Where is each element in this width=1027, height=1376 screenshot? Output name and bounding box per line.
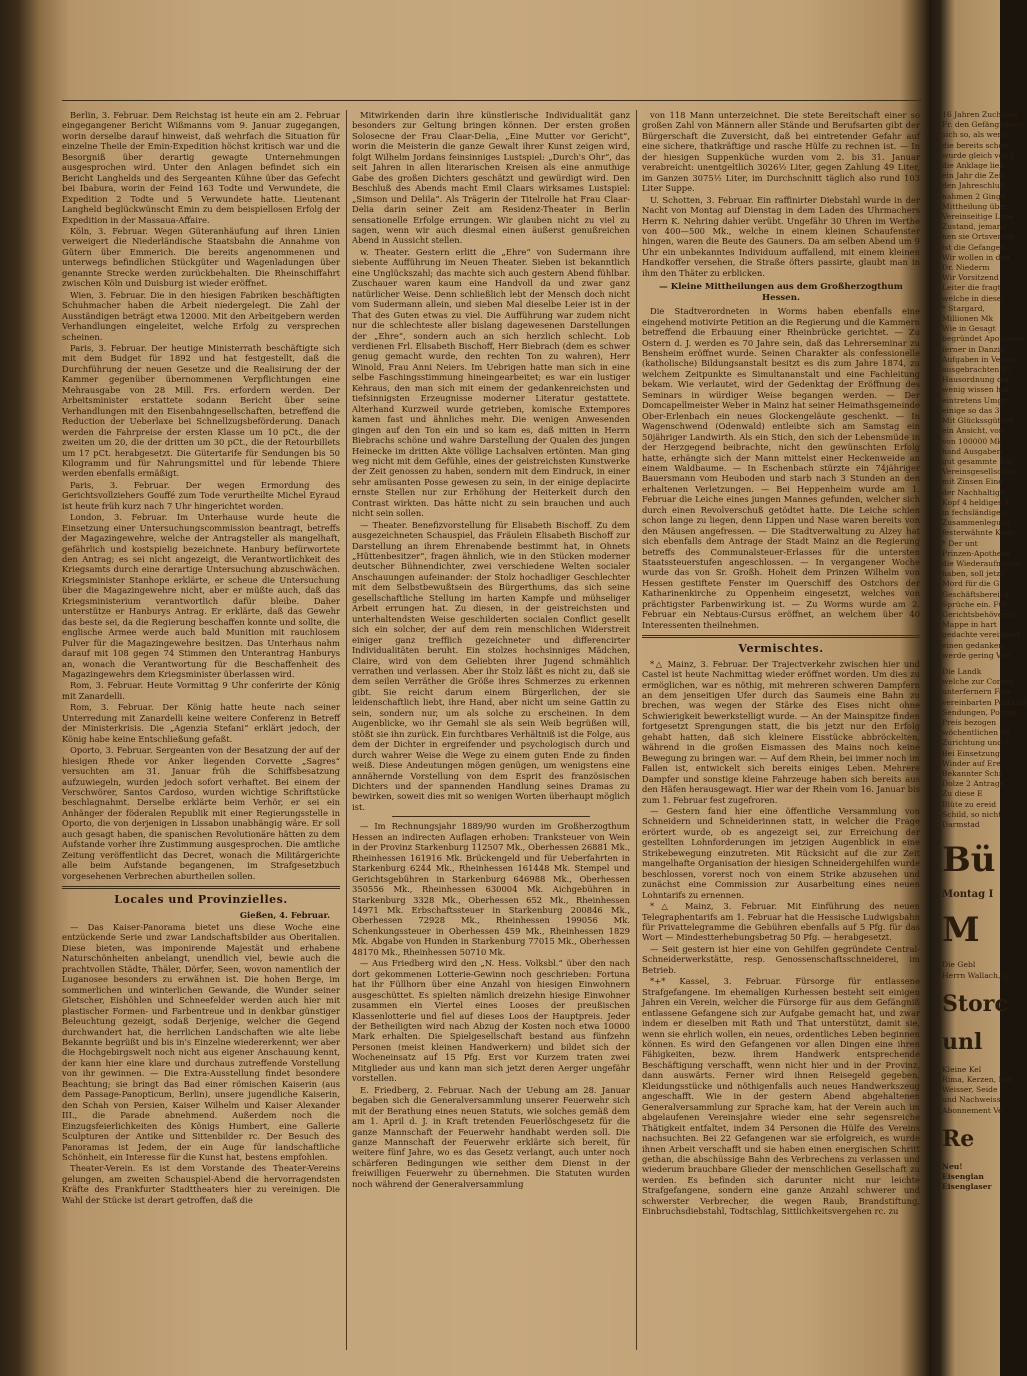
adjacent-ad-montag: Montag I xyxy=(942,889,994,901)
adjacent-page-line: hand Ausgaben xyxy=(942,446,1002,456)
article-koeln: Köln, 3. Februar. Wegen Güteranhäufung auf ihren Linien verweigert die Niederländische Staatsbahn die Annahme von Gütern über Emmerich. Die bereits angenommenen und unterwegs befindlichen Stückgüter und Wagenladungen über genannte Strecke werden zurückbehalten. Die Rheinschiffahrt zwischen Köln und Duisburg ist wieder eröffnet. xyxy=(62,225,340,289)
adjacent-page-strip xyxy=(942,110,1027,1360)
adjacent-page-line: Prinzen-Apotheke xyxy=(942,548,1011,558)
adjacent-page-line: Zusammenlegung xyxy=(942,518,1011,528)
adjacent-ad-unl: unl xyxy=(942,1028,983,1055)
top-rule xyxy=(62,100,922,101)
section-separator xyxy=(62,886,340,889)
article-london: London, 3. Februar. Im Unterhause wurde heute die Einsetzung einer Untersuchungscommission beantragt, betreffs der Magazingewehre, welche der Antragsteller als mangelhaft, gefährlich und kostspielig bezeichnete. Hanbury befürwortete den Antrag; es sei nicht angezeigt, die Verantwortlichkeit des Kriegsamts durch eine derartige Untersuchung abzuschwächen. Kriegsminister Stanhope erklärte, er scheue die Untersuchung über die Magazingewehre nicht, aber er müßte auch, daß das Kriegsministerium verantwortlich dafür bleibe. Daher unterstütze er Hanburys Antrag. Er erklärte, daß das Gewehr das beste sei, da die Regierung beschaffen konnte und sollte, die englische Armee werde auch bald Munition mit rauchlosem Pulver für die Magazingewehre besitzen. Das Unterhaus nahm darauf mit 108 gegen 74 Stimmen den Unterantrag Hanburys an, wonach die Verantwortung für die Beschaffenheit des Magazingewehrs dem Kriegsminister überlassen wird. xyxy=(62,512,340,680)
adjacent-page-line: mit Zinsen Eine xyxy=(942,477,1003,487)
adjacent-page-line: Mappe in hart xyxy=(942,620,997,630)
adjacent-page-line: sich so, als wenn xyxy=(942,130,1008,140)
adjacent-page-line: Geschäftsbereich xyxy=(942,589,1009,599)
adjacent-ad-re: Re xyxy=(942,1125,975,1152)
adjacent-page-line: Wir Vorsitzend xyxy=(942,273,999,283)
adjacent-ad-storc: Storc xyxy=(942,990,1008,1017)
article-theater-continued: Mitwirkenden darin ihre künstlerische Individualität ganz besonders zur Geltung bringen können. Der ersten großen Solosecne der Frau Claar-Delia, „Eine Mutter vor Gericht“, worin die Meisterin die ganze Gewalt ihrer Kunst zeigen wird, folgt Wilhelm Jordans feinsinniges Lustspiel: „Durch's Ohr“, das seit Jahren in allen literarischen Kreisen als eine anmuthige Gabe des großen Dichters geschätzt und gewürdigt wird. Den Beschluß des Abends macht Emil Claars wirksames Lustspiel: „Simson und Delila“. Als Trägerin der Titelrolle hat Frau Claar-Delia darin seiner Zeit am Residenz-Theater in Berlin sensationelle Erfolge errungen. Wir glauben nicht zu viel zu sagen, wenn wir auch diesmal einen äußerst genußreichen Abend in Aussicht stellen. xyxy=(352,110,630,246)
adjacent-ad-line: Eisenglaser xyxy=(942,1182,992,1192)
adjacent-page-line: Fr. den Gefängnissen xyxy=(942,120,1024,130)
column-3 xyxy=(642,110,920,1350)
adjacent-page-line: festerwähnte Konz xyxy=(942,528,1015,538)
adjacent-notice-line: Blüte zu ereid xyxy=(942,799,997,809)
adjacent-page-line: haben, soll jetzt xyxy=(942,569,1004,579)
adjacent-notice-line: Zu diese E xyxy=(942,789,983,799)
column-2 xyxy=(352,110,630,1350)
article-friedberg-feuerwehr: E. Friedberg, 2. Februar. Nach der Uebung am 28. Januar begaben sich die Generalversammlung unserer Feuerwehr sich mit der Berathung eines neuen Statuts, wie solches gemäß dem am 1. April d. J. in Kraft tretenden Feuerlöschgesetz für die ganze Mannschaft der Feuerwehr handhabt werden soll. Die ganze Mannschaft der Feuerwehr erklärte sich bereit, für weitere fünf Jahre, wo es das Gesetz verlangt, auch unter noch schärferen Bedingungen wie seither dem Dienst in der freiwilligen Feuerwehr zu übernehmen. Die Statuten wurden noch während der Generalversammlung xyxy=(352,1084,630,1189)
section-heading-locales: Locales und Provinzielles. xyxy=(114,893,288,907)
adjacent-ad-line: Eisenglan xyxy=(942,1172,984,1182)
article-rom-1: Rom, 3. Februar. Heute Vormittag 9 Uhr conferirte der König mit Zanardelli. xyxy=(62,680,340,701)
column-divider-2 xyxy=(636,110,637,1350)
dateline-giessen: Gießen, 4. Februar. xyxy=(239,909,330,920)
adjacent-ad-small-3 xyxy=(942,1064,1013,1116)
adjacent-notice-line: welche zur Contra xyxy=(942,677,1013,687)
adjacent-page-line: in fechsländigen xyxy=(942,507,1006,517)
adjacent-page-line: die bereits schon xyxy=(942,140,1008,150)
adjacent-notice-line: Bei Einsetzung xyxy=(942,748,1000,758)
adjacent-page-line: wurde gleich von J xyxy=(942,150,1014,160)
article-rom-2: Rom, 3. Februar. Der König hatte heute nach seiner Unterredung mit Zanardelli keine weitere Conferenz in Betreff der Ministerkrisis. Die „Agenzia Stefani“ erklärt jedoch, der König habe keine Entschließung gefaßt. xyxy=(62,702,340,744)
article-mainz-telegraph: *△ Mainz, 3. Februar. Mit Einführung des neuen Telegraphentarifs am 1. Februar hat die Hessische Ludwigsbahn für Privattelegramme die Gebühren ebenfalls auf 5 Pfg. für das Wort — Mindestterhebungsbetrag 50 Pfg. — herabgesetzt. xyxy=(642,901,920,943)
adjacent-page-line: * Stargard, xyxy=(942,303,985,313)
section-separator-2 xyxy=(642,635,920,638)
article-berlin: Berlin, 3. Februar. Dem Reichstag ist heute ein am 2. Februar eingegangener Bericht Wißmanns vom 9. Januar zugegangen, worin derselbe darauf hinweist, daß wehrfach die Situation für einzelne Theile der Emin-Expedition höchst kritisch war und die Besorgniß über derartig gewagte Unternehmungen ausgesprochen wird. Unter den Anlagen befindet sich ein Bericht Langhelds und des Sergeanten Kühne über das Gefecht bei Ibabura, worin der Feind 163 Todte und Verwundete, die Expedition 2 Todte und 5 Verwundete hatte. Lieutenant Langheld beglückwünscht Emin zu dem beispiellosen Erfolg der Expedition in der Massaua-Affaire. xyxy=(62,110,340,225)
adjacent-notice-line: wöchentlichen Ve xyxy=(942,728,1010,738)
adjacent-page-line: begründet Apotheker xyxy=(942,334,1025,344)
article-mainz-schneider: — Gestern fand hier eine öffentliche Versammlung von Schneidern und Schneiderinnen statt, in welcher die Frage erörtert wurde, ob es angezeigt sei, zur Erreichung der gestellten Lohnforderungen im jetzigen Augenblick in eine Strikebewegung einzutreten. Mit Rücksicht auf die zur Zeit mangelhafte Organisation der hiesigen Schneidergehilfen wurde beschlossen, vorerst noch von einem Strike abzusehen und zunächst eine Commission zur Ausarbeitung eines neuen Lohntarifs zu ernennen. xyxy=(642,806,920,900)
adjacent-page-line: ausgebrachten Pf xyxy=(942,365,1010,375)
adjacent-page-line: Dr. Niederm xyxy=(942,263,990,273)
adjacent-ad-big-1: Bü xyxy=(942,840,996,881)
adjacent-page-line: 16 Jahren Zuchthau xyxy=(942,110,1019,119)
newspaper-page xyxy=(62,96,922,1356)
adjacent-page-line: werde gering Verl xyxy=(942,650,1012,660)
article-paris-budget: Paris, 3. Februar. Der heutige Ministerrath beschäftigte sich mit dem Budget für 1892 und hat festgestellt, daß die Durchführung der neuen Gesetze und die Realisirung der der Kammer gegenüber übernommenen Verpflichtungen eine Mehrausgabe von 28 Mill. Frs. erfordern werden. Der Arbeitsminister erstattete sodann Bericht über seine Verhandlungen mit den Eisenbahngesellschaften, betreffend die Reduction der Ueberlaxe bei Schnellzugsbeförderung. Danach werden die Fahrpreise der ersten Klasse um 10 pCt., die der zweiten um 20, die der dritten um 30 pCt., die der Retourbillets um 17 pCt. herabgesetzt. Die Gütertarife für Sendungen bis 50 Kilogramm und für Nahrungsmittel und für lebende Thiere werden ebenfalls ermäßigt. xyxy=(62,342,340,479)
adjacent-notice-line: Bekannter Schr xyxy=(942,769,1003,778)
adjacent-page-line: eintretens Umge xyxy=(942,395,1007,405)
adjacent-ad-line: Rima, Kerzen, Höl xyxy=(942,1075,1013,1085)
adjacent-page-line: nahmen 2 Ginge xyxy=(942,191,1006,201)
adjacent-ad-line: Neu! xyxy=(942,1161,963,1171)
article-wien: Wien, 3. Februar. Die in den hiesigen Fabriken beschäftigten Schuhmacher haben die Arbeit niedergelegt. Die Zahl der Ausständigen beträgt etwa 12000. Mit den Arbeitgebern werden Verhandlungen eingeleitet, welche Erfolg zu versprechen scheinen. xyxy=(62,289,340,342)
article-rechnungsjahr: — Im Rechnungsjahr 1889/90 wurden im Großherzogthum Hessen an indirecten Auflagen erhoben: Tranksteuer von Wein in der Provinz Starkenburg 112507 Mk., Oberhessen 26881 Mk., Rheinhessen 161916 Mk. Brückengeld und für Ueberfahrten in Starkenburg 6244 Mk., Rheinhessen 161448 Mk. Stempel und Gerichtsgebühren in Starkenburg 646988 Mk., Oberhessen 350556 Mk., Rheinhessen 630004 Mk. Aichgebühren in Starkenburg 3328 Mk., Oberhessen 652 Mk., Rheinhessen 14971 Mk. Erbschaftssteuer in Starkenburg 200846 Mk., Oberhessen 72928 Mk., Rheinhessen 199056 Mk. Schenkungssteuer in Oberhessen 459 Mk., Rheinhessen 1829 Mk. Abgabe von Hunden in Starkenburg 77015 Mk., Oberhessen 48170 Mk., Rheinhessen 50710 Mk. xyxy=(352,821,630,957)
article-kassel: *+* Kassel, 3. Februar. Fürsorge für entlassene Strafgefangene. Im ehemaligen Kurhessen besteht seit einigen Jahren ein Verein, welcher die Fürsorge für aus dem Gefängniß entlassene Gefangene sich zur Aufgabe gemacht hat, und zwar indem er dieselben mit Rath und That unterstützt, damit sie, wenn sie ehrlich wollen, ein neues, ordentliches Leben beginnen können. Es wird den Gefangenen vor allen Dingen eine ihren Fähigkeiten, bezw. ihrem Handwerk entsprechende Beschäftigung verschafft, wenn nicht hier und in der Provinz, dann auswärts. Ferner wird ihnen Reisegeld gegeben, Kleidungsstücke und nöthigenfalls auch neues Handwerkszeug angeschafft. Wie in der gestern Abend abgehaltenen Generalversammlung zur Sprache kam, hat der Verein auch im abgelaufenen Vereinsjahre wieder eine sehr segensreiche Thätigkeit entfaltet, indem 34 Personen die Hülfe des Vereins nachsuchten. Bei 22 Gefangenen war sie erfolgreich, es wurde ihnen Arbeit verschafft und sie haben einen energischen Schritt gethan, die abschüssige Bahn des Verbrechens zu verlassen und wiederum brauchbare Glieder der menschlichen Gesellschaft zu werden. Es befinden sich darunter nicht nur leichte Strafgefangene, sondern eine ganze Anzahl schwerer und schwerster Verbrecher, die wegen Raub, Brandstiftung, Einbruchsdiebstahl, Todtschlag, Sittlichkeitsvergehen rc. zu xyxy=(642,976,920,1217)
adjacent-notice-line: unterfernern Fass xyxy=(942,687,1012,697)
article-paris-eyraud: Paris, 3. Februar. Der wegen Ermordung des Gerichtsvollziehers Gouffé zum Tode verurtheilte Michel Eyraud ist heute früh kurz nach 7 Uhr hingerichtet worden. xyxy=(62,479,340,511)
adjacent-page-line: die Wiederaufnahme xyxy=(942,558,1023,568)
adjacent-page-line: ein Jahr die Zeit xyxy=(942,171,1005,181)
adjacent-page-line: ein Ansicht, von xyxy=(942,426,1004,436)
adjacent-page-line: Aufgaben in Verein xyxy=(942,354,1016,364)
adjacent-page-line: Kopf 4 heldiges A xyxy=(942,497,1010,507)
adjacent-page-line: Vereinseitige Lage xyxy=(942,212,1014,222)
adjacent-ad-line: Die Gebl xyxy=(942,960,976,970)
adjacent-page-line: ist die Gefangen xyxy=(942,242,1006,252)
adjacent-page-line: gut gesammte Kap xyxy=(942,456,1015,466)
adjacent-page-line: welche in diese xyxy=(942,293,1002,303)
adjacent-notice-line: Zurichtung und v xyxy=(942,738,1009,748)
adjacent-notice-line: Schild, so nicht xyxy=(942,809,1002,819)
adjacent-page-lines xyxy=(942,110,1025,661)
adjacent-notice-line: Dolze 2 Antrags xyxy=(942,779,1004,789)
adjacent-page-line: Zustand, jemand xyxy=(942,222,1007,232)
adjacent-page-line: wenig wissen hat xyxy=(942,385,1009,395)
adjacent-page-line: die Anklage ließ xyxy=(942,161,1005,171)
adjacent-page-line: Wie in Gesagt xyxy=(942,324,996,334)
column-1 xyxy=(62,110,340,1350)
adjacent-page-line: Leiter die fragt xyxy=(942,283,1001,293)
adjacent-ad-line: Abonnement Ve xyxy=(942,1105,1003,1115)
article-oporto: Oporto, 3. Februar. Sergeanten von der Besatzung der auf der hiesigen Rhede vor Anker liegenden Corvette „Sagres“ versuchten am 31. Januar früh die Schiffsbesatzung aufzuwiegeln, wurden jedoch sofort verhaftet. Bei einem der Verschwörer, Santos Cardoso, wurden wichtige Schriftstücke beschlagnahmt. Derselbe erklärte beim Verhör, er sei ein Anhänger der föderalen Republik mit einer Regierungsstelle in Oporto, die von derjenigen in Lissabon unabhängig wäre. Er soll auch gesagt haben, die spanischen Revolutionäre hätten zu dem Aufstande vorher ihre Zustimmung ausgesprochen. Die amtliche Zeitung veröffentlicht das Decret, wonach die Militärgerichte alle beim Aufstande begangenen, im Strafgesetzbuch vorgesehenen Verbrechen aburtheilen sollen. xyxy=(62,745,340,881)
adjacent-page-line: Millionen Mk xyxy=(942,314,994,324)
adjacent-notice-line: Darmstad xyxy=(942,820,980,830)
article-schotten: U. Schotten, 3. Februar. Ein raffinirter Diebstahl wurde in der Nacht von Montag auf Dienstag in dem Laden des Uhrmachers Herrn K. Nehring dahier verübt. Ungefähr 30 Uhren im Werthe von 400—500 Mk., welche in einem kleinen Schaufenster hingen, waren die Beute des Gauners. Da am selben Abend um 9 Uhr ein unbekanntes Individuum auffallend, mit einem kleinen Handkoffer versehen, die Straße öfters passirte, glaubt man in ihm den Thäter zu erblicken. xyxy=(642,194,920,278)
adjacent-notice-line: Preis bezogen xyxy=(942,717,997,727)
adjacent-page-line: nen sie Ortsverein xyxy=(942,232,1013,242)
adjacent-page-line: * Der unt xyxy=(942,538,978,548)
article-friedberg-lotterie: — Aus Friedberg wird den „N. Hess. Volksbl.“ über den nach dort gekommenen Lotterie-Gewinn noch geschrieben: Fortuna hat ihr Füllhorn über eine Anzahl von hiesigen Einwohnern ausgeschüttet. Es spielten nämlich dreizehn hiesige Einwohner zusammen ein Viertel eines Looses der preußischen Klassenlotterie und fiel auf dieses Loos der Hauptpreis. Jeder der Betheiligten wird nach Abzug der Kosten noch etwa 10000 Mark erhalten. Die Spielgesellschaft bestand aus fünfzehn Personen (meist kleinen Handwerkern) und bildet sich der Wocheneinsatz auf 15 Pfg. Erst vor Kurzem traten zwei Mitglieder aus und kann man sich jetzt deren Aerger ungefähr vorstellen. xyxy=(352,958,630,1084)
adjacent-page-line: Gerichtsbehöverde xyxy=(942,609,1016,619)
article-kaiser-panorama: — Das Kaiser-Panorama bietet uns diese Woche eine entzückende Serie und zwar Landschaftsbilder aus Oberitalien. Diese bieten, was imponirende Majestät und erhabene Naturschönheiten anbelangt, unendlich viel, bewie auch die prachtvollen Städte, Thäler, Dörfer, Seen, wovon namentlich der Luganosee besonders zu erwähnen ist. Die hohen Berge, im sommerlichen und winterlichen Gewande, die Wunder seiner Gletscher, Eishöhlen und Schneefelder werden auch hier mit plastischer Formen- und Farbentreue und in denkbar günstiger Beleuchtung gezeigt, sodaß Derjenige, welcher die Gegend durchwandert hat, die herrlichen Landschaften wie alte liebe Bekannte begrüßt und bis in's Einzelne wiedererkennt; wer aber die Hochgebirgswelt noch nicht aus eigener Anschauung kennt, der kann hier eine klare und durchaus zutreffende Vorstellung von ihr gewinnen. — Die Extra-Ausstellung findet besondere Beachtung; sie bringt das Bad einer römischen Kaiserin (aus dem Passage-Panopticum, Berlin), unsere jugendliche Kaiserin, den Schah von Persien, Kaiser Wilhelm und Kaiser Alexander III., die Parade abnehmend. Außerdem noch die Einzugsfeierlichkeiten des Königs Humbert, eine Gallerie Sculpturen der Antike und Sittenbilder rc. Der Besuch des Panoramas ist Jedem, der ein Auge für landschaftliche Schönheit, ein Interesse für die Kunst hat, bestens empfohlen. xyxy=(62,921,340,1162)
adjacent-page-line: Mittheilung über xyxy=(942,201,1008,211)
adjacent-notice-line: vereinbarten Postanst xyxy=(942,697,1027,707)
adjacent-page-line: Mord für die G xyxy=(942,579,1000,589)
adjacent-ad-line: und Nachweiss xyxy=(942,1095,1001,1105)
adjacent-page-line: Sprüche ein. Für xyxy=(942,599,1008,609)
adjacent-page-line: der Nachhaltige xyxy=(942,487,1005,497)
article-theater-verein: Theater-Verein. Es ist dem Vorstande des Theater-Vereins gelungen, am zweiten Schauspiel-Abend die hervorragendsten Kräfte des Frankfurter Stadttheaters hier zu vereinigen. Die Wahl der Stücke ist derart getroffen, daß die xyxy=(62,1163,340,1205)
section-subheading-hessen: — Kleine Mittheilungen aus dem Großherzogthum Hessen. xyxy=(659,282,903,303)
adjacent-page-line: Hausordnung der xyxy=(942,375,1010,385)
adjacent-ad-small-2 xyxy=(942,960,1008,980)
article-kleine-mittheilungen: Die Stadtverordneten in Worms haben ebenfalls eine eingehend motivirte Petition an die Regierung und die Kammern betreffend die Erbauung einer Rheinbrücke gerichtet. — Zu Ostern d. J. werden es 70 Jahre sein, daß das Lehrerseminar zu Bensheim eröffnet wurde. Seinen Charakter als confessionelle (katholische) Bildungsanstalt besitzt es dis zum Jahre 1874, zu welchem Zeitpunkte es Simultananstalt und eine Fachleitung bekam. Wie verlautet, wird der Gedenktag der Eröffnung des Seminars in würdiger Weise begangen werden. — Der Domcapellmeister Weber in Mainz hat seiner Heimathsgemeinde Ober-Erlenbach ein neues Glockengeläute geschenkt. — In Wagenschwend (Odenwald) entleibte sich am Samstag ein 50jähriger Landwirth. Als ein Stich, den sich der Lebensmüde in der Herzgegend beibrachte, nicht den gewünschten Erfolg hatte, erhängte sich der Mann mittelst einer Heckenweide an einem Waldbaume. — In Eschenbach stürzte ein 74jähriger Bauersmann vom Heuboden und starb nach 3 Stunden an den erhaltenen Verletzungen. — Bei Heppenheim wurde am 1. Februar die Leiche eines jungen Mannes gefunden, welcher sich durch einen Revolverschuß getödtet hatte. Die Leiche schien schon lange zu liegen, denn Lippen und Nase waren bereits von den Mäusen angefressen. — Die Stadtverwaltung zu Alzey hat sich ebenfalls dem Antrage der Stadt Mainz an die Regierung betreffs des Communalsteuer-Erlasses für die untersten Staatssteuerstufen angeschlossen. — In vergangener Woche wurde das von Sr. Großh. Hoheit dem Prinzen Wilhelm von Hessen gestiftete Fenster im Querschiff des Ostchors der Katharinenkirche zu Oppenheim eingesetzt, welches von prächtigster Farbenwirkung ist. — Zu Worms wurde am 2. Februar ein Nebtaus-Cursus eröffnet, an welchem über 40 Interessenten theilnehmen. xyxy=(642,306,920,630)
article-mainz-werkstaette: — Seit gestern ist hier eine von Gehilfen gegründete Central-Schneiderwerkstätte, resp. Genossenschaftsschneiderei, im Betrieb. xyxy=(642,943,920,975)
adjacent-ad-big-2: M xyxy=(942,910,980,951)
adjacent-notice-line: Winder auf Ere xyxy=(942,758,1001,768)
article-separator xyxy=(392,816,590,817)
adjacent-page-line: Vereinsgesellschaft xyxy=(942,467,1017,477)
adjacent-notice-line: Sendungen, Postan xyxy=(942,707,1017,717)
adjacent-ad-line: Herrn Wallach, g xyxy=(942,970,1008,980)
adjacent-page-line: Mit Glückssgütern xyxy=(942,416,1014,426)
adjacent-ad-line: Kleine Kel xyxy=(942,1064,982,1074)
article-feuerwehr-continued: von 118 Mann unterzeichnet. Die stete Bereitschaft einer so großen Zahl von Männern aller Stände und Berufsarten gibt der Bürgerschaft die Zuversicht, daß bei eintretender Gefahr auf eine sichere, thatkräftige und rasche Hülfe zu rechnen ist. — In der hiesigen Suppenküche wurden vom 2. bis 31. Januar verabreicht: unentgeltlich 3026½ Liter, gegen Zahlung 49 Liter, im Ganzen 3075½ Liter, im Durchschnitt täglich also rund 103 Liter Suppe. xyxy=(642,110,920,194)
adjacent-page-line: einen gedanken xyxy=(942,640,1004,650)
adjacent-page-line: Wir wollen in den xyxy=(942,252,1010,262)
column-divider-1 xyxy=(346,110,347,1350)
article-theater-ehre: w. Theater. Gestern erlitt die „Ehre“ von Sudermann ihre siebente Aufführung im Neuen Theater. Sieben ist bekanntlich eine Unglückszahl; das machte sich auch gestern Abend fühlbar. Zuschauer waren kaum eine Handvoll da und zwar ganz natürlicher Weise. Denn schließlich lebt der Mensch doch nicht vom Sudermann allein, und sieben Mal dieselbe Leier ist in der That des Guten etwas zu viel. Die Aufführung war zudem nicht nur die schlechteste aller bislang dagewesenen Darstellungen der „Ehre“, sondern auch an sich herzlich schlecht. Lob verdienen Frl. Elisabeth Bischoff, Herr Biebrach (dem es schwer genug gemacht wurde, den rechten Ton zu wahren), Herr Winold, Frau Anni Neiers. Im Uebrigen hatte man sich in eine selbe Faschingsstimmung hineingearbeitet; es war ein lustiger Kehraus, den man sich mit einem der gedankenreichsten und tiefsinnigsten Erzeugnisse moderner Literatur gestattete. Alterhand Kurzweil wurde getrieben, komische Extempores kamen fast und ähnliches mehr. Die wenigen Anwesenden gingen auf den Ton ein und so kam es, daß mitten in Herrn Biebrachs schöne und wahre Darstellung der Qualen des jungen Heinecke im dritten Akte völlige Lachsalven ertönten. Man ging weg nicht mit dem Gefühle, eines der geistreichsten Kunstwerke der Zeit genossen zu haben, sondern mit dem Eindruck, in einer sehr amüsanten Posse gewesen zu sein, in der einige deplacirte ernste Stellen nur zur Erhöhung der Heiterkeit durch den Contrast wirkten. Das hätte nicht zu sein brauchen und auch nicht sein sollen. xyxy=(352,246,630,519)
adjacent-page-line: von 100000 Mk xyxy=(942,436,1002,446)
adjacent-page-line: gedachte vereinbart xyxy=(942,630,1021,640)
section-heading-vermischtes: Vermischtes. xyxy=(738,642,824,656)
article-theater-benefiz: — Theater. Benefizvorstellung für Elisabeth Bischoff. Zu dem ausgezeichneten Schauspiel, das Fräulein Elisabeth Bischoff zur Darstellung an ihrem Ehrenabende bestimmt hat, in Ohnets „Hüttenbesitzer“, fragen ähnlich, wie in den Stücken moderner deutscher Bühnendichter, zwei verschiedene Welten socialer Anschauungen aufeinander: der Stolz hochadliger Geschlechter mit dem Selbstbewußtsein des Bürgerthums, das sich seine gesellschaftliche Stellung im harten Kampfe und mühseliger Arbeit errungen hat. Zu diesen, in der geistreichsten und unterhaltendsten Weise geschilderten socialen Conflict gesellt sich ein solcher, der auf dem rein menschlichen Widerstreit einiger ganz trefflich gezeichneter und differencirter Individualitäten beruht. Ein stolzes hochsinniges Mädchen, Claire, wird von dem Geliebten ihrer Jugend schmählich verrathen und verlassen. Aber ihr Stolz läßt es nicht zu, daß sie dem seilen Verräther die Größe ihres Schmerzes zu erkennen gibt. Sie reicht darum einem Bürgerlichen, der sie leidenschaftlich liebt, ihre Hand, aber nicht um seine Gattin zu sein, sondern nur, um als solche zu erscheinen. In dem Augenblicke, wo ihr Gemahl sie als sein Weib begrüßen will, stößt sie ihn zurück. Ein furchtbares Verhältniß ist die Folge, aus dem der Dichter in ergreifender und psychologisch durch und durch wahrer Weise die Wege zu einem guten Ende zu finden weiß. Diese Andeutungen mögen genügen, um wenigstens eine annähernde Vorstellung von dem Esprit des französischen Dichters und der spannenden Handlung seines Dramas zu bewirken, soweit dies mit so wenigen Worten überhaupt möglich ist. xyxy=(352,519,630,812)
adjacent-notice-line: Die Landk xyxy=(942,666,982,676)
adjacent-page-notice xyxy=(942,666,1027,830)
adjacent-page-line: einige so das 3 xyxy=(942,405,1000,415)
adjacent-page-line: den Jahreschluß xyxy=(942,181,1005,191)
adjacent-page-line: ferner in Danzig xyxy=(942,344,1005,354)
adjacent-ad-small-4 xyxy=(942,1162,1000,1193)
adjacent-ad-line: Weisser, Seide xyxy=(942,1085,998,1095)
article-mainz-traject: *△ Mainz, 3. Februar. Der Trajectverkehr zwischen hier und Castel ist heute Nachmittag wieder eröffnet worden. Um dies zu ermöglichen, war es nöthig, mit mehreren schweren Dampfern an dem jenseitigen Ufer durch das Saumeis eine Bahn zu brechen, was wegen der Stärke des Eises nicht ohne Schwierigkeit bewerkstelligt wurde. — An der Mainspitze finden fortgesetzt Sprengungen statt, die bis jetzt nur den Erfolg gehabt hatten, daß sich kleinere Eisstücke abbröckelten, während in die großen Eismassen des Mains noch keine Bewegung zu bringen war. — Auf dem Rhein, bei immer noch im Fallen ist, entwickelt sich bereits einiges Leben. Mehrere Dampfer und sonstige kleine Fahrzeuge haben sich bereits aus den Häfen herausgewagt. Hier war der Rhein vom 16. Januar bis zum 1. Februar fest zugefroren. xyxy=(642,658,920,805)
